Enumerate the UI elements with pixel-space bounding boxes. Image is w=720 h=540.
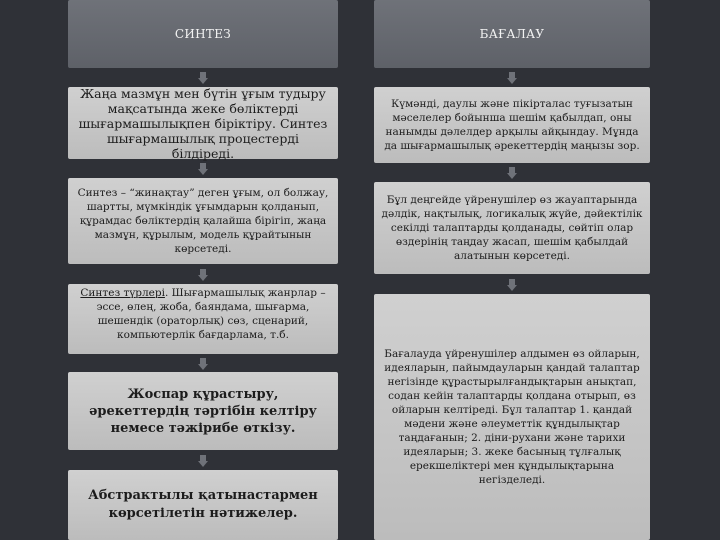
left-box-3	[68, 284, 338, 354]
left-box-4-text: Жоспар құрастыру, әрекеттердің тәртібін келтіру немесе тәжірибе өткізу.	[89, 386, 317, 436]
left-box-2	[68, 178, 338, 264]
left-box-1-text: Жаңа мазмұн мен бүтін ұғым тудыру мақсатында жеке бөліктерді шығармашылықпен біріктіру. Синтез шығармашылық процестерді білдіреді.	[78, 85, 328, 161]
right-header-label: БАҒАЛАУ	[479, 27, 545, 41]
left-header-label: СИНТЕЗ	[174, 27, 232, 41]
right-box-3	[374, 294, 650, 540]
synthesis-types-label: Синтез түрлері	[80, 287, 165, 299]
arrow-down-icon	[198, 72, 208, 84]
left-header	[68, 0, 338, 68]
arrow-down-icon	[507, 167, 517, 179]
left-box-4	[68, 372, 338, 450]
arrow-down-icon	[198, 358, 208, 370]
synthesis-types-text: . Шығармашылық жанрлар – эссе, өлең, жоба, баяндама, шығарма, шешендік (ораторлық) сөз, сценарий, компьютерлік бағдарлама, т.б.	[96, 287, 326, 341]
left-box-5-text: Абстрактылы қатынастармен көрсетілетін нәтижелер.	[88, 488, 318, 521]
left-box-1	[68, 87, 338, 159]
right-box-1	[374, 87, 650, 163]
right-box-2	[374, 182, 650, 274]
arrow-down-icon	[198, 163, 208, 175]
arrow-down-icon	[507, 279, 517, 291]
left-box-5	[68, 470, 338, 540]
arrow-down-icon	[198, 269, 208, 281]
arrow-down-icon	[507, 72, 517, 84]
right-box-3-text: Бағалауда үйренушілер алдымен өз ойларын, идеяларын, пайымдауларын қандай талаптар негізінде құрастырылғандықтарын анықтап, содан кейін талаптарды қолдана отырып, өз ойларын келтіреді. Бұл талаптар 1. қандай мәдени және әлеуметтік құндылықтар таңдағанын; 2. діни-рухани және тарихи идеяларын; 3. жеке басының тұлғалық ерекшеліктері мен құндылықтарына негізделеді.	[384, 348, 640, 486]
right-header	[374, 0, 650, 68]
right-box-1-text: Күмәнді, даулы және пікірталас туғызатын мәселелер бойынша шешім қабылдап, оны нанымды дәлелдер арқылы айқындау. Мұнда да шығармашылық әрекеттердің маңызы зор.	[384, 98, 640, 152]
right-box-2-text: Бұл деңгейде үйренушілер өз жауаптарында дәлдік, нақтылық, логикалық жүйе, дәйектілік секілді талаптарды қолданады, сөйтіп олар өздерінің таңдау жасап, шешім қабылдай алатынын көрсетеді.	[381, 194, 643, 262]
arrow-down-icon	[198, 455, 208, 467]
left-box-2-text: Синтез – “жинақтау” деген ұғым, ол болжау, шартты, мүмкіндік ұғымдарын қолданып, құрамдас бөліктердің қалайша бірігіп, жаңа мазмұн, құрылым, модель құрайтынын көрсетеді.	[77, 187, 329, 255]
